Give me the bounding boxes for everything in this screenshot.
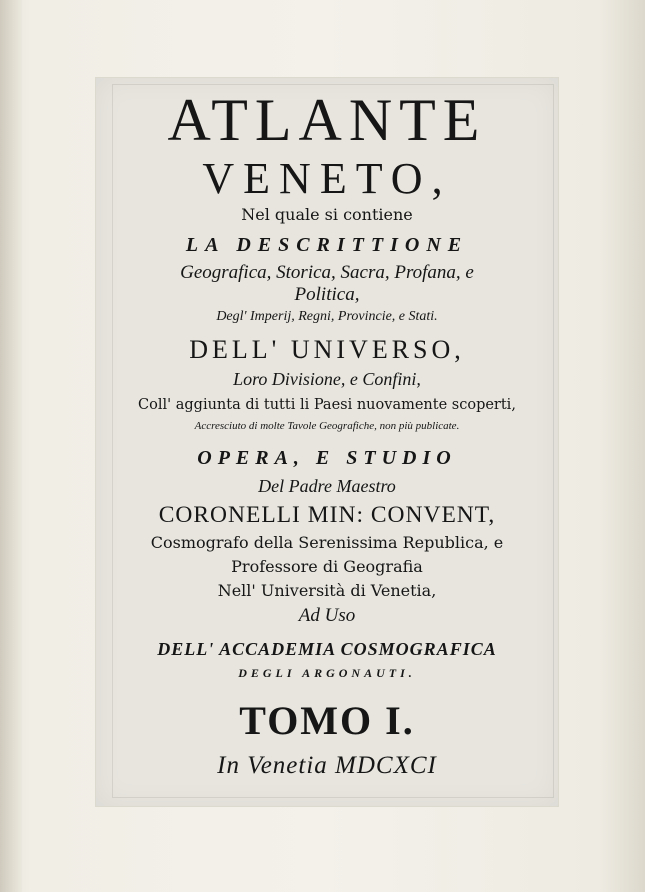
heading-la-descrittione: LA DESCRITTIONE	[185, 234, 469, 256]
heading-opera-e-studio: OPERA, E STUDIO	[197, 447, 457, 469]
book-spine-shadow	[0, 0, 22, 892]
heading-dell-universo: DELL' UNIVERSO,	[189, 335, 465, 364]
title-veneto: VENETO,	[202, 154, 452, 203]
heading-accademia: DELL' ACCADEMIA COSMOGRAFICA	[157, 639, 497, 659]
text-imperij: Degl' Imperij, Regni, Provincie, e Stati.	[216, 309, 438, 324]
heading-tomo: TOMO I.	[239, 698, 415, 743]
text-geografica: Geografica, Storica, Sacra, Profana, e	[180, 262, 474, 283]
text-cosmografo: Cosmografo della Serenissima Republica, e	[150, 533, 504, 552]
heading-coronelli: CORONELLI MIN: CONVENT,	[158, 502, 496, 528]
text-accresciuto: Accresciuto di molte Tavole Geografiche, non più publicate.	[194, 420, 460, 432]
text-loro-divisione: Loro Divisione, e Confini,	[233, 369, 421, 389]
text-coll-aggiunta: Coll' aggiunta di tutti li Paesi nuovamente scoperti,	[138, 397, 516, 413]
text-politica: Politica,	[294, 284, 360, 305]
subtitle-nel-quale: Nel quale si contiene	[241, 205, 413, 224]
text-professore: Professore di Geografia	[231, 557, 423, 576]
text-argonauti: DEGLI ARGONAUTI.	[238, 666, 416, 680]
title-atlante: ATLANTE	[167, 87, 487, 153]
text-del-padre-maestro: Del Padre Maestro	[258, 476, 396, 496]
text-ad-uso: Ad Uso	[298, 605, 356, 626]
text-imprint: In Venetia MDCXCI	[217, 752, 437, 779]
text-universita: Nell' Università di Venetia,	[217, 581, 437, 600]
